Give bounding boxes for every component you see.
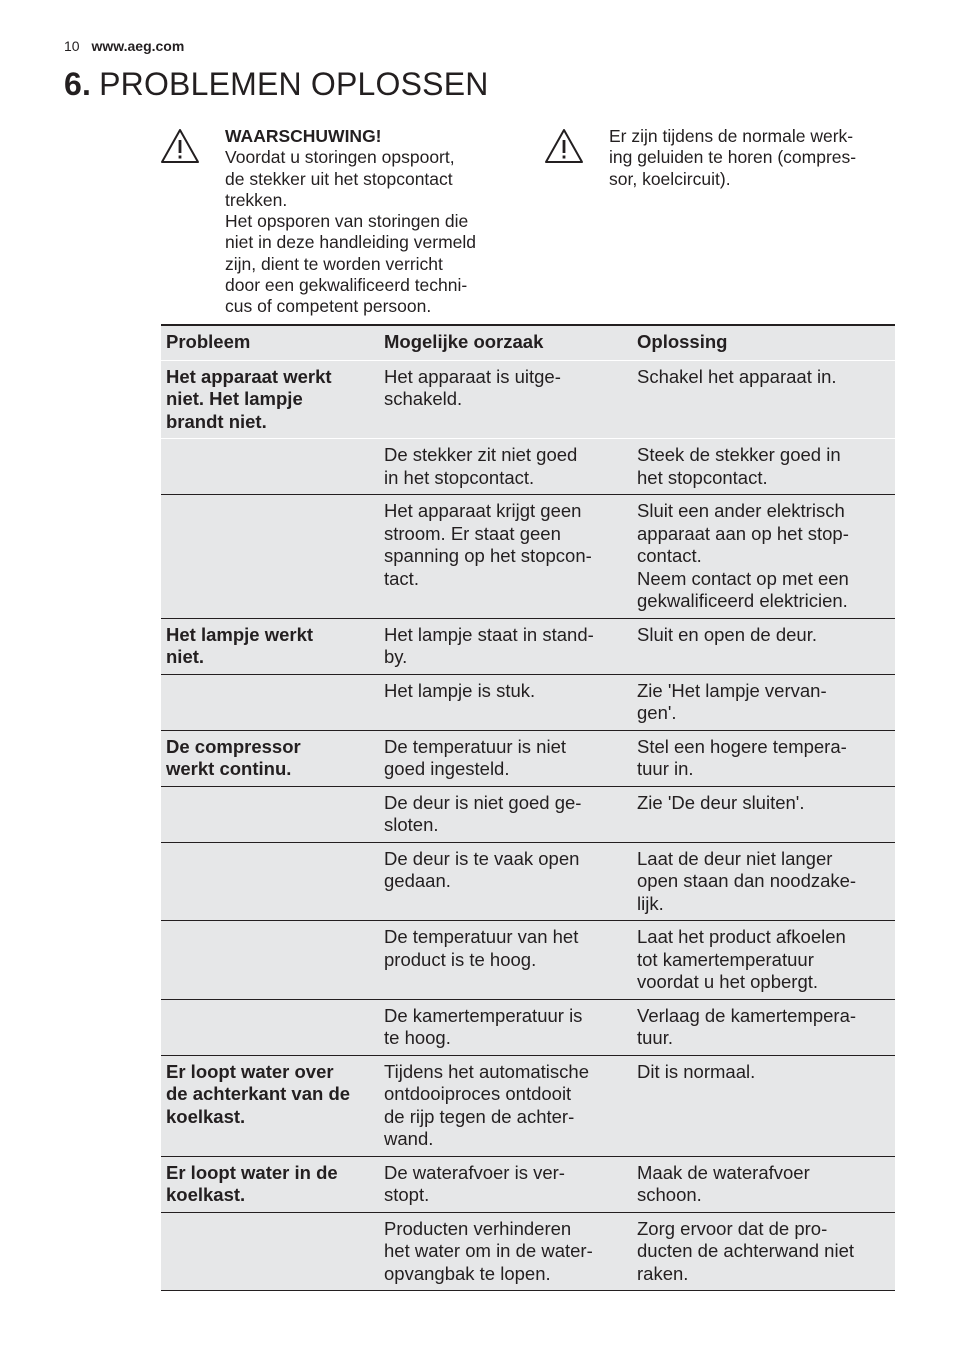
cause-cell (379, 495, 632, 619)
cell-line: koelkast. (166, 1184, 246, 1205)
solution-cell (632, 360, 895, 439)
cell-line: Schakel het apparaat in. (637, 365, 837, 387)
cell-line: in het stopcontact. (384, 466, 535, 488)
cell-line: gen'. (637, 702, 677, 723)
text-line: ing geluiden te horen (compres- (609, 147, 857, 168)
text-line: door een gekwalificeerd techni- (225, 275, 468, 296)
cell-line: het stopcontact. (637, 466, 768, 488)
cell-line: Het apparaat werkt (166, 365, 332, 387)
text-line: zijn, dient te worden verricht (225, 253, 443, 274)
cell-line: stroom. Er staat geen (384, 522, 561, 544)
cell-line: Sluit en open de deur. (637, 623, 818, 645)
solution-cell (632, 618, 895, 674)
text-line: Er zijn tijdens de normale werk- (609, 126, 854, 146)
text-line: sor, koelcircuit). (609, 168, 731, 189)
text-line: cus of competent persoon. (225, 296, 432, 317)
cell-line: Tijdens het automatische (384, 1060, 589, 1082)
cause-cell (379, 786, 632, 842)
cell-line: koelkast. (166, 1105, 246, 1127)
cell-line: Verlaag de kamertempera- (637, 1004, 857, 1026)
solution-cell (632, 786, 895, 842)
cell-line: niet. (166, 646, 205, 667)
cause-cell (379, 674, 632, 730)
cell-line: Laat het product afkoelen (637, 926, 846, 947)
solution-cell (632, 674, 895, 730)
table-row (161, 495, 895, 619)
table-row (161, 921, 895, 1000)
cell-line: brandt niet. (166, 410, 267, 432)
problem-cell (161, 842, 379, 921)
cell-line: Maak de waterafvoer (637, 1161, 810, 1183)
cause-cell (379, 730, 632, 786)
table-header-row (161, 325, 895, 360)
problem-cell (161, 921, 379, 1000)
cell-line: Stel een hogere tempera- (637, 735, 847, 757)
problem-cell (161, 618, 379, 674)
warning-text (225, 147, 525, 317)
cell-line: Laat de deur niet langer (637, 847, 833, 869)
solution-cell (632, 999, 895, 1055)
page-header (64, 38, 184, 54)
cause-cell (379, 1055, 632, 1156)
page-number: 10 (64, 38, 80, 54)
cell-line: De deur is niet goed ge- (384, 791, 582, 813)
cell-line: Sluit een ander elektrisch (637, 500, 845, 521)
text-line: Voordat u storingen opspoort, (225, 147, 455, 168)
section-number: 6. (64, 66, 92, 102)
solution-cell (632, 1156, 895, 1212)
cell-line: gedaan. (384, 870, 451, 891)
text-line: Het opsporen van storingen die (225, 211, 469, 232)
table-row (161, 730, 895, 786)
cell-line: Zie 'Het lampje vervan- (637, 679, 827, 701)
solution-cell (632, 439, 895, 495)
cell-line: Neem contact op met een (637, 567, 849, 589)
cell-line: De temperatuur van het (384, 926, 579, 947)
note-block (609, 126, 899, 190)
cell-line: voordat u het opbergt. (637, 971, 819, 992)
cell-line: Producten verhinderen (384, 1217, 572, 1239)
table-row (161, 786, 895, 842)
note-text (609, 126, 899, 190)
cause-cell (379, 921, 632, 1000)
table-row (161, 1212, 895, 1291)
cell-line: by. (384, 646, 408, 667)
problem-cell (161, 1055, 379, 1156)
cell-line: Er loopt water over (166, 1060, 334, 1082)
text-line: trekken. (225, 189, 288, 210)
solution-cell (632, 730, 895, 786)
cell-line: goed ingesteld. (384, 758, 510, 779)
cell-line: tot kamertemperatuur (637, 948, 814, 970)
cell-line: open staan dan noodzake- (637, 870, 857, 891)
solution-cell (632, 921, 895, 1000)
cell-line: Het lampje werkt (166, 623, 314, 645)
problem-cell (161, 674, 379, 730)
troubleshooting-table (161, 324, 895, 1291)
cell-line: wand. (384, 1128, 434, 1149)
cell-line: Er loopt water in de (166, 1161, 338, 1183)
cell-line: schakeld. (384, 388, 463, 409)
cell-line: de achterkant van de (166, 1083, 351, 1104)
section-heading (64, 66, 489, 103)
cell-line: de rijp tegen de achter- (384, 1105, 575, 1127)
caution-triangle-icon (544, 128, 584, 164)
header-url: www.aeg.com (91, 38, 185, 54)
section-title: PROBLEMEN OPLOSSEN (99, 66, 489, 102)
warning-block (225, 126, 525, 318)
problem-cell (161, 730, 379, 786)
cell-line: tact. (384, 567, 419, 589)
problem-cell (161, 1212, 379, 1291)
cell-line: lijk. (637, 892, 664, 914)
cell-line: apparaat aan op het stop- (637, 522, 849, 544)
cell-line: raken. (637, 1262, 689, 1284)
cause-cell (379, 999, 632, 1055)
cell-line: contact. (637, 545, 702, 566)
cause-cell (379, 842, 632, 921)
solution-cell (632, 842, 895, 921)
cell-line: schoon. (637, 1184, 702, 1205)
cell-line: gekwalificeerd elektricien. (637, 590, 848, 611)
problem-cell (161, 999, 379, 1055)
header-cause: Mogelijke oorzaak (379, 325, 632, 360)
cell-line: De compressor (166, 735, 301, 757)
header-problem: Probleem (161, 325, 379, 360)
table-row (161, 999, 895, 1055)
table-row (161, 618, 895, 674)
cause-cell (379, 1212, 632, 1291)
warning-triangle-icon (160, 128, 200, 164)
text-line: de stekker uit het stopcontact (225, 168, 453, 189)
problem-cell (161, 495, 379, 619)
cell-line: Het lampje is stuk. (384, 679, 536, 701)
cell-line: Het lampje staat in stand- (384, 623, 594, 645)
cell-line: opvangbak te lopen. (384, 1262, 551, 1284)
cell-line: Dit is normaal. (637, 1060, 756, 1082)
cause-cell (379, 618, 632, 674)
cause-cell (379, 1156, 632, 1212)
warning-title: WAARSCHUWING! (225, 126, 382, 146)
cell-line: tuur in. (637, 758, 694, 779)
problem-cell (161, 1156, 379, 1212)
cell-line: niet. Het lampje (166, 388, 303, 409)
table-row (161, 1055, 895, 1156)
cell-line: De stekker zit niet goed (384, 444, 578, 465)
header-solution: Oplossing (632, 325, 895, 360)
cell-line: product is te hoog. (384, 948, 537, 970)
cell-line: De temperatuur is niet (384, 735, 567, 757)
cell-line: stopt. (384, 1184, 430, 1205)
table-row (161, 842, 895, 921)
cell-line: tuur. (637, 1027, 673, 1048)
cell-line: werkt continu. (166, 758, 292, 779)
problem-cell (161, 360, 379, 439)
cell-line: Het apparaat is uitge- (384, 365, 561, 387)
cell-line: De deur is te vaak open (384, 847, 580, 869)
cell-line: spanning op het stopcon- (384, 545, 592, 566)
table-row (161, 360, 895, 439)
table-row (161, 674, 895, 730)
cell-line: ontdooiproces ontdooit (384, 1083, 572, 1104)
cell-line: sloten. (384, 814, 439, 835)
text-line: niet in deze handleiding vermeld (225, 232, 476, 253)
problem-cell (161, 439, 379, 495)
cell-line: De kamertemperatuur is (384, 1004, 583, 1026)
cell-line: te hoog. (384, 1027, 451, 1048)
solution-cell (632, 495, 895, 619)
table-row (161, 1156, 895, 1212)
cell-line: Het apparaat krijgt geen (384, 500, 582, 521)
cell-line: De waterafvoer is ver- (384, 1161, 565, 1183)
problem-cell (161, 786, 379, 842)
cell-line: het water om in de water- (384, 1240, 593, 1261)
cell-line: Steek de stekker goed in (637, 444, 841, 465)
cell-line: Zorg ervoor dat de pro- (637, 1217, 828, 1239)
solution-cell (632, 1212, 895, 1291)
cause-cell (379, 360, 632, 439)
cell-line: Zie 'De deur sluiten'. (637, 791, 805, 813)
solution-cell (632, 1055, 895, 1156)
cell-line: ducten de achterwand niet (637, 1240, 855, 1261)
cause-cell (379, 439, 632, 495)
table-row (161, 439, 895, 495)
